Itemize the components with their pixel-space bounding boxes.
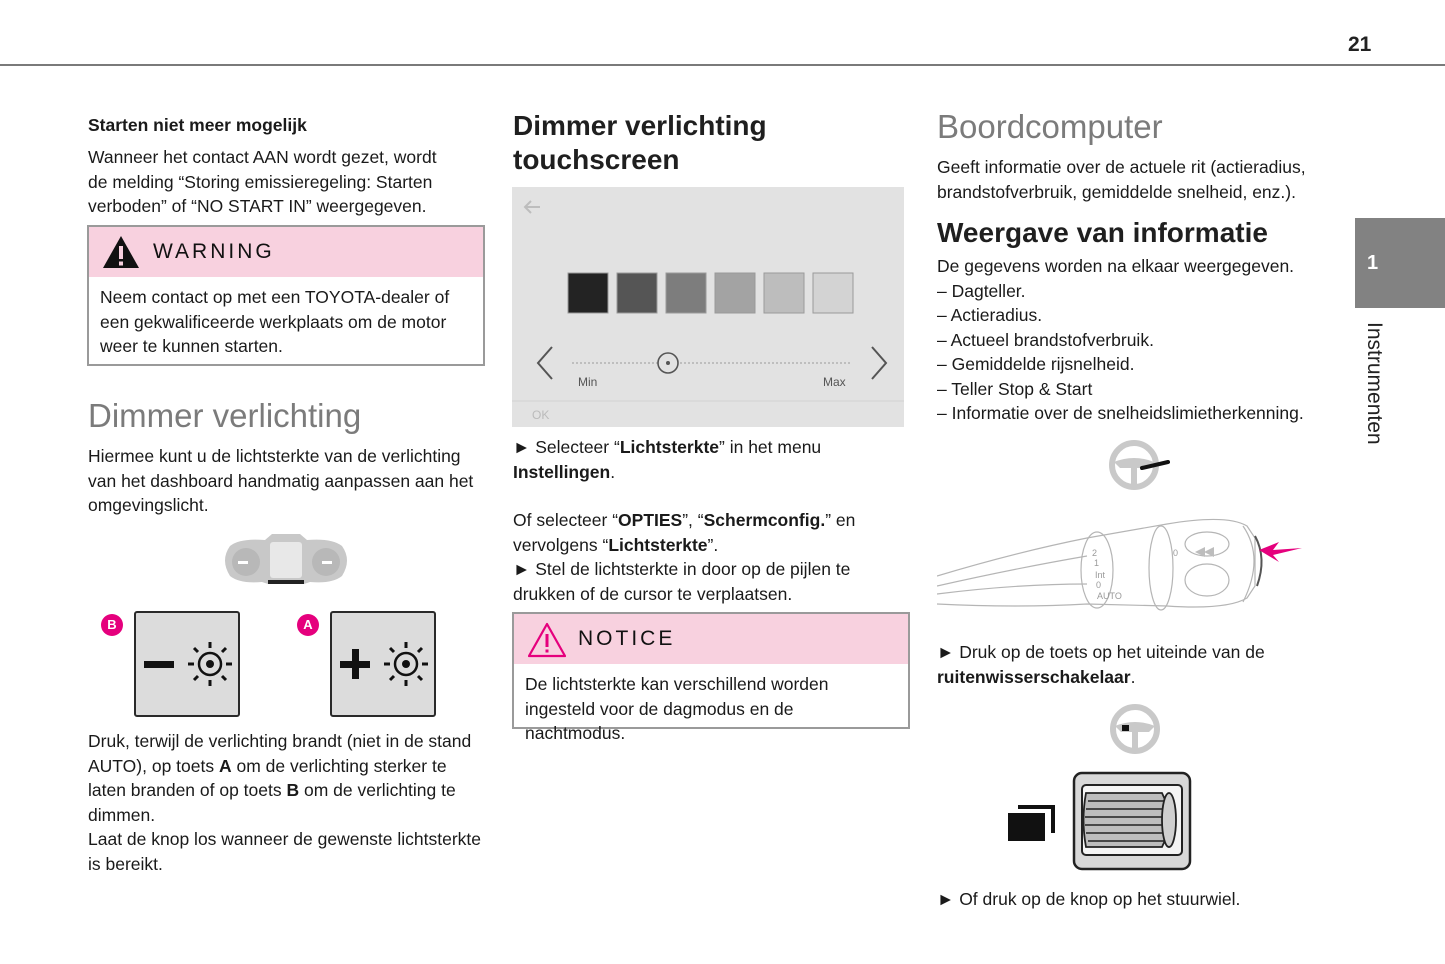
text-line: van het dashboard handmatig aanpassen aan het <box>88 470 474 491</box>
text: Selecteer “ <box>530 437 620 457</box>
header-rule <box>0 64 1445 66</box>
para-instr <box>88 729 481 876</box>
text-line: Geeft informatie over de actuele rit (actieradius, <box>937 157 1306 177</box>
text-bold: Lichtsterkte <box>608 534 708 555</box>
text: laten branden of op toets <box>88 780 287 800</box>
list-item: – Gemiddelde rijsnelheid. <box>937 354 1135 374</box>
stalk-label: 1 <box>1094 558 1100 568</box>
plus-brightness-icon <box>332 613 434 715</box>
text-line: drukken of de cursor te verplaatsen. <box>513 583 793 604</box>
arrow-icon: ► <box>513 559 531 579</box>
heading-starten: Starten niet meer mogelijk <box>88 115 307 135</box>
warning-body <box>89 277 483 367</box>
text-line: Neem contact op met een TOYOTA-dealer of <box>100 287 450 307</box>
text-line: verboden” of “NO START IN” weergegeven. <box>88 196 427 216</box>
info-list <box>937 279 1304 426</box>
text-bold: ruitenwisserschakelaar <box>937 666 1131 687</box>
text-line: is bereikt. <box>88 853 163 874</box>
text-line <box>937 640 1265 665</box>
wiper-stalk-illustration <box>937 508 1307 636</box>
stalk-label: AUTO <box>1097 591 1122 601</box>
arrow-icon: ► <box>513 437 531 457</box>
text: AUTO), op toets <box>88 755 219 776</box>
press-arrow-icon <box>1259 542 1302 562</box>
badge-a: A <box>297 614 319 636</box>
text: om de verlichting sterker te <box>231 755 447 776</box>
text-line <box>513 557 855 582</box>
chapter-number: 1 <box>1367 252 1379 274</box>
chapter-title: Instrumenten <box>1363 322 1386 445</box>
text: ”, “ <box>682 510 704 530</box>
text-line: Laat de knop los wanneer de gewenste lichtsterkte <box>88 829 482 849</box>
info-list-block <box>937 254 1304 426</box>
max-label: Max <box>823 375 846 389</box>
notice-header <box>514 614 908 664</box>
notice-label: NOTICE <box>578 627 676 650</box>
warning-icon <box>102 234 140 270</box>
brightness-swatch <box>617 273 657 313</box>
arrow-icon: ► <box>937 889 955 909</box>
text-line: omgevingslicht. <box>88 495 209 515</box>
text-line: dimmen. <box>88 804 156 825</box>
notice-icon <box>528 622 566 658</box>
text-bold: Schermconfig. <box>703 510 826 530</box>
step-press-stalk <box>937 640 1265 689</box>
text-bold: OPTIES <box>618 510 683 530</box>
arrow-icon: ► <box>937 642 955 662</box>
chevron-left-icon <box>538 347 552 379</box>
text: Stel de lichtsterkte in door op de pijlen te <box>530 559 851 579</box>
heading-line: Dimmer verlichting <box>513 110 767 141</box>
text: om de verlichting te <box>299 780 456 800</box>
text-line <box>88 754 481 779</box>
brightness-swatch <box>715 273 755 313</box>
step-select-lichtsterkte <box>513 435 821 484</box>
ok-label: OK <box>532 408 550 422</box>
list-item: – Actieradius. <box>937 305 1043 325</box>
touchscreen-illustration <box>512 187 904 427</box>
list-item: – Teller Stop & Start <box>937 378 1093 399</box>
para-intro <box>937 155 1306 204</box>
minus-brightness-icon <box>136 613 238 715</box>
text-line <box>513 435 821 460</box>
key-b-ref: B <box>286 780 300 800</box>
para-or-select <box>513 508 855 606</box>
warning-box <box>87 225 485 366</box>
warning-header <box>89 227 483 277</box>
chevron-right-icon <box>872 347 886 379</box>
heading-weergave: Weergave van informatie <box>937 217 1268 248</box>
brightness-swatch <box>813 273 853 313</box>
text-line: ingesteld voor de dagmodus en de nachtmodus. <box>525 698 794 743</box>
step-press-wheel <box>937 887 1240 912</box>
notice-body <box>514 664 908 754</box>
brightness-swatch <box>568 273 608 313</box>
text-bold: Instellingen <box>513 461 611 482</box>
page-number: 21 <box>1348 33 1372 56</box>
steering-wheel-button-icon <box>1108 703 1162 755</box>
stalk-label: 2 <box>1092 548 1098 558</box>
heading-dimmer: Dimmer verlichting <box>88 397 362 434</box>
stalk-label: 0 <box>1096 580 1102 590</box>
text: ”. <box>707 534 719 555</box>
brightness-swatch <box>764 273 804 313</box>
list-lead: De gegevens worden na elkaar weergegeven. <box>937 256 1295 276</box>
stalk-label: 0 <box>1173 548 1179 558</box>
heading-line: touchscreen <box>513 144 680 175</box>
list-item: – Informatie over de snelheidslimietherkenning. <box>937 403 1304 423</box>
text-line <box>937 887 1240 912</box>
text: Of selecteer “ <box>513 510 619 530</box>
text-line <box>513 533 855 558</box>
text-bold: Lichtsterkte <box>619 437 720 457</box>
brightness-swatch <box>666 273 706 313</box>
min-label: Min <box>578 375 598 389</box>
back-arrow-icon <box>525 201 540 213</box>
heading-boordcomputer: Boordcomputer <box>937 108 1163 145</box>
text: . <box>610 461 616 482</box>
heading-touchscreen <box>513 109 767 177</box>
text: Of druk op de knop op het stuurwiel. <box>954 889 1241 909</box>
text: Druk op de toets op het uiteinde van de <box>954 642 1265 662</box>
notice-box <box>512 612 910 743</box>
text-line <box>513 460 821 485</box>
text-line: de melding “Storing emissieregeling: Starten <box>88 171 433 192</box>
text: . <box>1130 666 1136 687</box>
text-line: De lichtsterkte kan verschillend worden <box>525 674 829 694</box>
dim-plus-button <box>330 611 436 717</box>
key-a-ref: A <box>218 755 232 776</box>
chapter-tab <box>1355 218 1445 308</box>
list-item: – Dagteller. <box>937 280 1026 301</box>
text-line: Druk, terwijl de verlichting brandt (niet in de stand <box>88 731 472 751</box>
list-item: – Actueel brandstofverbruik. <box>937 329 1154 350</box>
text-line <box>513 508 855 533</box>
instrument-cluster-icon <box>220 532 352 588</box>
warning-label: WARNING <box>153 240 275 263</box>
text-line: Hiermee kunt u de lichtsterkte van de verlichting <box>88 446 461 466</box>
screens-icon <box>1006 804 1058 844</box>
steering-wheel-stalk-icon <box>1108 440 1170 490</box>
text-line: weer te kunnen starten. <box>100 336 283 356</box>
text-line <box>937 665 1265 690</box>
text-line: brandstofverbruik, gemiddelde snelheid, enz.). <box>937 181 1296 202</box>
text: ” en <box>825 510 856 530</box>
para-starten <box>88 145 437 219</box>
text: ” in het menu <box>719 437 822 457</box>
text-line: een gekwalificeerde werkplaats om de motor <box>100 311 447 332</box>
text: vervolgens “ <box>513 534 609 555</box>
text-line <box>88 778 481 803</box>
badge-b: B <box>101 614 123 636</box>
dim-minus-button <box>134 611 240 717</box>
text-line: Wanneer het contact AAN wordt gezet, wordt <box>88 147 437 167</box>
stalk-label: Int <box>1095 570 1106 580</box>
steering-thumbwheel-button <box>1072 771 1192 871</box>
para-dimmer <box>88 444 473 518</box>
